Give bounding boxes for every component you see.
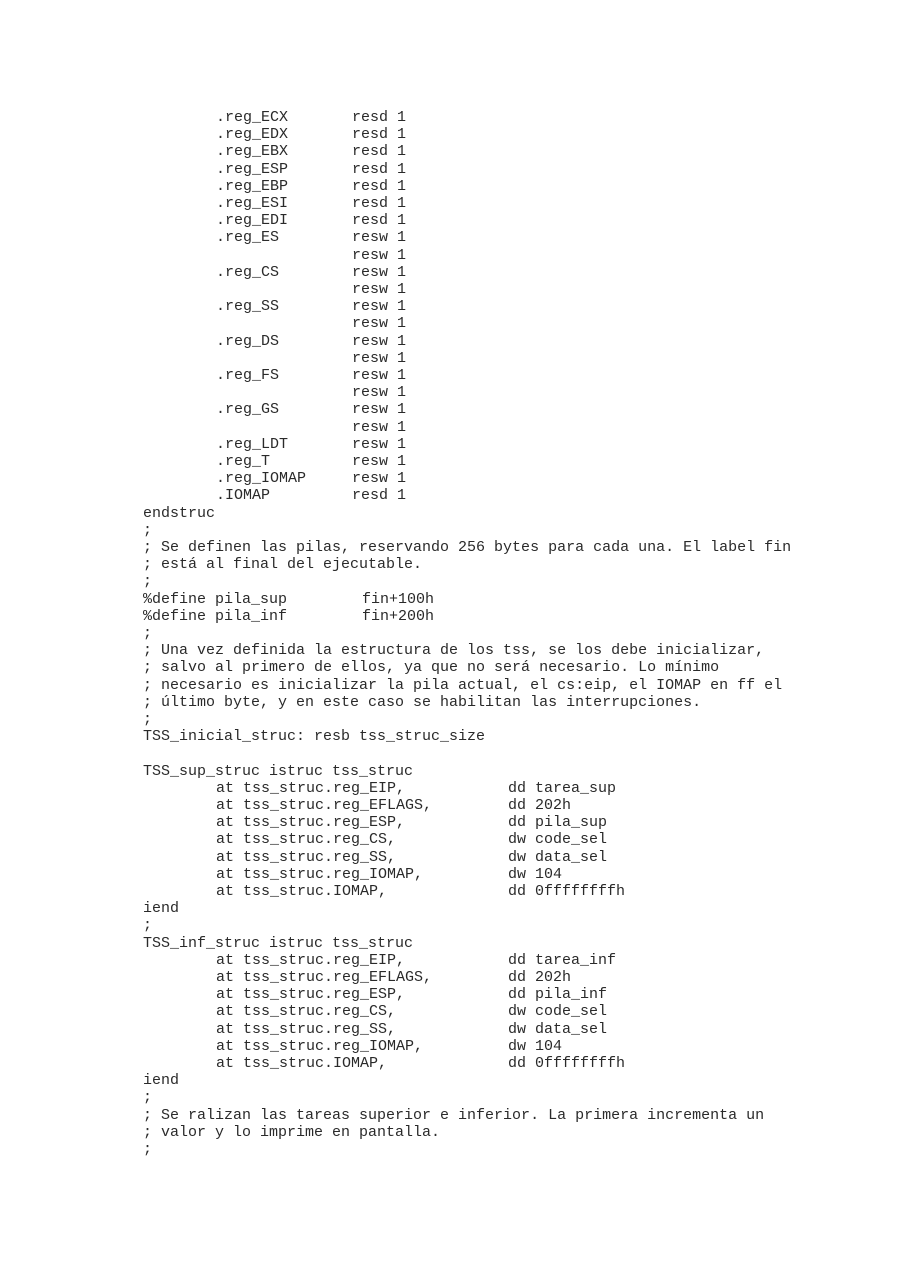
code-operand: dw data_sel <box>508 1020 608 1038</box>
code-label: TSS_inf_struc istruc tss_struc <box>143 934 414 952</box>
code-label: at tss_struc.reg_EIP, <box>216 951 406 969</box>
code-line <box>0 1124 905 1141</box>
code-label: iend <box>143 900 180 918</box>
code-label: .reg_T <box>216 453 271 470</box>
code-line <box>0 109 905 126</box>
code-label: .reg_EDX <box>216 126 289 144</box>
code-operand: resw 1 <box>352 229 407 247</box>
code-operand: dw code_sel <box>508 831 608 849</box>
code-operand: resw 1 <box>352 315 407 333</box>
code-label: endstruc <box>143 504 216 522</box>
code-operand: resw 1 <box>352 401 407 419</box>
code-line <box>0 797 905 814</box>
code-operand: dd 0ffffffffh <box>508 1055 626 1072</box>
code-line <box>0 591 905 608</box>
code-label: ; Se ralizan las tareas superior e inferior. La primera incrementa un <box>143 1106 765 1124</box>
code-label: at tss_struc.reg_CS, <box>216 831 397 849</box>
code-label: ; necesario es inicializar la pila actual, el cs:eip, el IOMAP en ff el <box>143 676 783 694</box>
code-label: ; <box>143 1141 153 1158</box>
code-operand: resw 1 <box>352 384 407 402</box>
code-line <box>0 677 905 694</box>
code-line <box>0 952 905 969</box>
code-label: .reg_EBX <box>216 143 289 161</box>
code-operand: resd 1 <box>352 195 407 212</box>
code-line <box>0 505 905 522</box>
code-line <box>0 1003 905 1020</box>
code-label: at tss_struc.reg_SS, <box>216 1020 397 1038</box>
code-operand: resw 1 <box>352 263 407 281</box>
code-line <box>0 745 905 762</box>
code-line <box>0 711 905 728</box>
code-label: at tss_struc.reg_EFLAGS, <box>216 969 433 986</box>
code-line <box>0 264 905 281</box>
code-operand: fin+100h <box>362 590 435 608</box>
code-line <box>0 625 905 642</box>
code-line <box>0 866 905 883</box>
code-label: ; Se definen las pilas, reservando 256 bytes para cada una. El label fin <box>143 539 792 556</box>
code-operand: resw 1 <box>352 435 407 453</box>
code-line <box>0 814 905 831</box>
code-operand: dd 0ffffffffh <box>508 883 626 900</box>
code-label: ; <box>143 521 153 539</box>
code-line <box>0 522 905 539</box>
code-label: at tss_struc.reg_CS, <box>216 1003 397 1021</box>
code-operand: dw 104 <box>508 865 563 883</box>
code-label: at tss_struc.IOMAP, <box>216 1055 388 1072</box>
code-line <box>0 298 905 315</box>
code-operand: dw 104 <box>508 1037 563 1055</box>
code-line <box>0 780 905 797</box>
code-operand: resd 1 <box>352 143 407 161</box>
code-label: TSS_inicial_struc: resb tss_struc_size <box>143 728 486 746</box>
code-operand: resw 1 <box>352 281 407 298</box>
code-label: ; último byte, y en este caso se habilitan las interrupciones. <box>143 693 702 711</box>
code-label: at tss_struc.IOMAP, <box>216 883 388 900</box>
code-line <box>0 1055 905 1072</box>
code-line <box>0 1072 905 1089</box>
code-line <box>0 935 905 952</box>
code-label: .IOMAP <box>216 487 271 505</box>
code-operand: fin+200h <box>362 607 435 625</box>
code-line <box>0 384 905 401</box>
code-label: ; <box>143 625 153 642</box>
code-operand: resw 1 <box>352 298 407 316</box>
code-operand: dd pila_sup <box>508 814 608 832</box>
code-line <box>0 728 905 745</box>
code-operand: resw 1 <box>352 453 407 470</box>
code-operand: dd 202h <box>508 797 572 814</box>
code-label: at tss_struc.reg_EIP, <box>216 779 406 797</box>
code-label: .reg_ECX <box>216 109 289 126</box>
code-line <box>0 1038 905 1055</box>
code-line <box>0 229 905 246</box>
code-label: ; <box>143 917 153 935</box>
code-line <box>0 487 905 504</box>
code-line <box>0 539 905 556</box>
code-label: ; valor y lo imprime en pantalla. <box>143 1123 441 1141</box>
code-label: .reg_ES <box>216 229 280 247</box>
code-line <box>0 436 905 453</box>
code-operand: resw 1 <box>352 246 407 264</box>
code-line <box>0 333 905 350</box>
code-label: .reg_ESP <box>216 160 289 178</box>
code-operand: resw 1 <box>352 349 407 367</box>
code-line <box>0 763 905 780</box>
code-line <box>0 1107 905 1124</box>
code-line <box>0 573 905 590</box>
code-operand: resw 1 <box>352 367 407 384</box>
code-label: .reg_FS <box>216 367 280 384</box>
code-label: ; está al final del ejecutable. <box>143 556 423 574</box>
code-operand: resd 1 <box>352 212 407 230</box>
code-operand: resw 1 <box>352 470 407 488</box>
code-label: at tss_struc.reg_ESP, <box>216 986 406 1004</box>
code-label: .reg_EDI <box>216 212 289 230</box>
code-label: .reg_DS <box>216 332 280 350</box>
code-line <box>0 247 905 264</box>
code-line <box>0 419 905 436</box>
code-line <box>0 556 905 573</box>
code-line <box>0 367 905 384</box>
code-operand: resd 1 <box>352 177 407 195</box>
code-line <box>0 195 905 212</box>
code-label: iend <box>143 1072 180 1090</box>
code-line <box>0 281 905 298</box>
code-label: at tss_struc.reg_EFLAGS, <box>216 797 433 814</box>
code-label: .reg_IOMAP <box>216 470 307 488</box>
code-line <box>0 831 905 848</box>
code-line <box>0 883 905 900</box>
code-operand: dd tarea_inf <box>508 951 617 969</box>
code-operand: resd 1 <box>352 126 407 144</box>
code-label: ; <box>143 1089 153 1107</box>
code-label: %define pila_inf <box>143 607 288 625</box>
code-operand: dw code_sel <box>508 1003 608 1021</box>
code-line <box>0 470 905 487</box>
code-line <box>0 849 905 866</box>
code-label: at tss_struc.reg_IOMAP, <box>216 865 424 883</box>
code-line <box>0 1021 905 1038</box>
code-line <box>0 178 905 195</box>
code-label: at tss_struc.reg_SS, <box>216 848 397 866</box>
code-operand: dd pila_inf <box>508 986 608 1004</box>
code-label: .reg_ESI <box>216 195 289 212</box>
code-label: at tss_struc.reg_ESP, <box>216 814 406 832</box>
code-label: TSS_sup_struc istruc tss_struc <box>143 762 414 780</box>
code-label: .reg_LDT <box>216 435 289 453</box>
code-label: .reg_SS <box>216 298 280 316</box>
code-label: ; <box>143 573 153 591</box>
code-operand: dd tarea_sup <box>508 779 617 797</box>
code-label: ; salvo al primero de ellos, ya que no será necesario. Lo mínimo <box>143 659 720 677</box>
code-label: .reg_CS <box>216 263 280 281</box>
code-label: ; Una vez definida la estructura de los tss, se los debe inicializar, <box>143 642 765 660</box>
code-line <box>0 401 905 418</box>
code-line <box>0 694 905 711</box>
code-operand: dw data_sel <box>508 848 608 866</box>
code-label: .reg_GS <box>216 401 280 419</box>
code-line <box>0 212 905 229</box>
code-line <box>0 1089 905 1106</box>
code-operand: dd 202h <box>508 969 572 986</box>
code-line <box>0 917 905 934</box>
code-line <box>0 986 905 1003</box>
code-operand: resw 1 <box>352 418 407 436</box>
code-operand: resw 1 <box>352 332 407 350</box>
code-line <box>0 659 905 676</box>
code-line <box>0 1141 905 1158</box>
code-line <box>0 161 905 178</box>
code-label: ; <box>143 711 153 728</box>
code-line <box>0 608 905 625</box>
code-operand: resd 1 <box>352 487 407 505</box>
code-line <box>0 143 905 160</box>
code-label: .reg_EBP <box>216 177 289 195</box>
code-label: at tss_struc.reg_IOMAP, <box>216 1037 424 1055</box>
code-line <box>0 453 905 470</box>
code-line <box>0 900 905 917</box>
code-line <box>0 642 905 659</box>
code-line <box>0 126 905 143</box>
code-line <box>0 969 905 986</box>
code-line <box>0 315 905 332</box>
code-line <box>0 350 905 367</box>
code-label: %define pila_sup <box>143 590 288 608</box>
code-operand: resd 1 <box>352 160 407 178</box>
code-operand: resd 1 <box>352 109 407 126</box>
